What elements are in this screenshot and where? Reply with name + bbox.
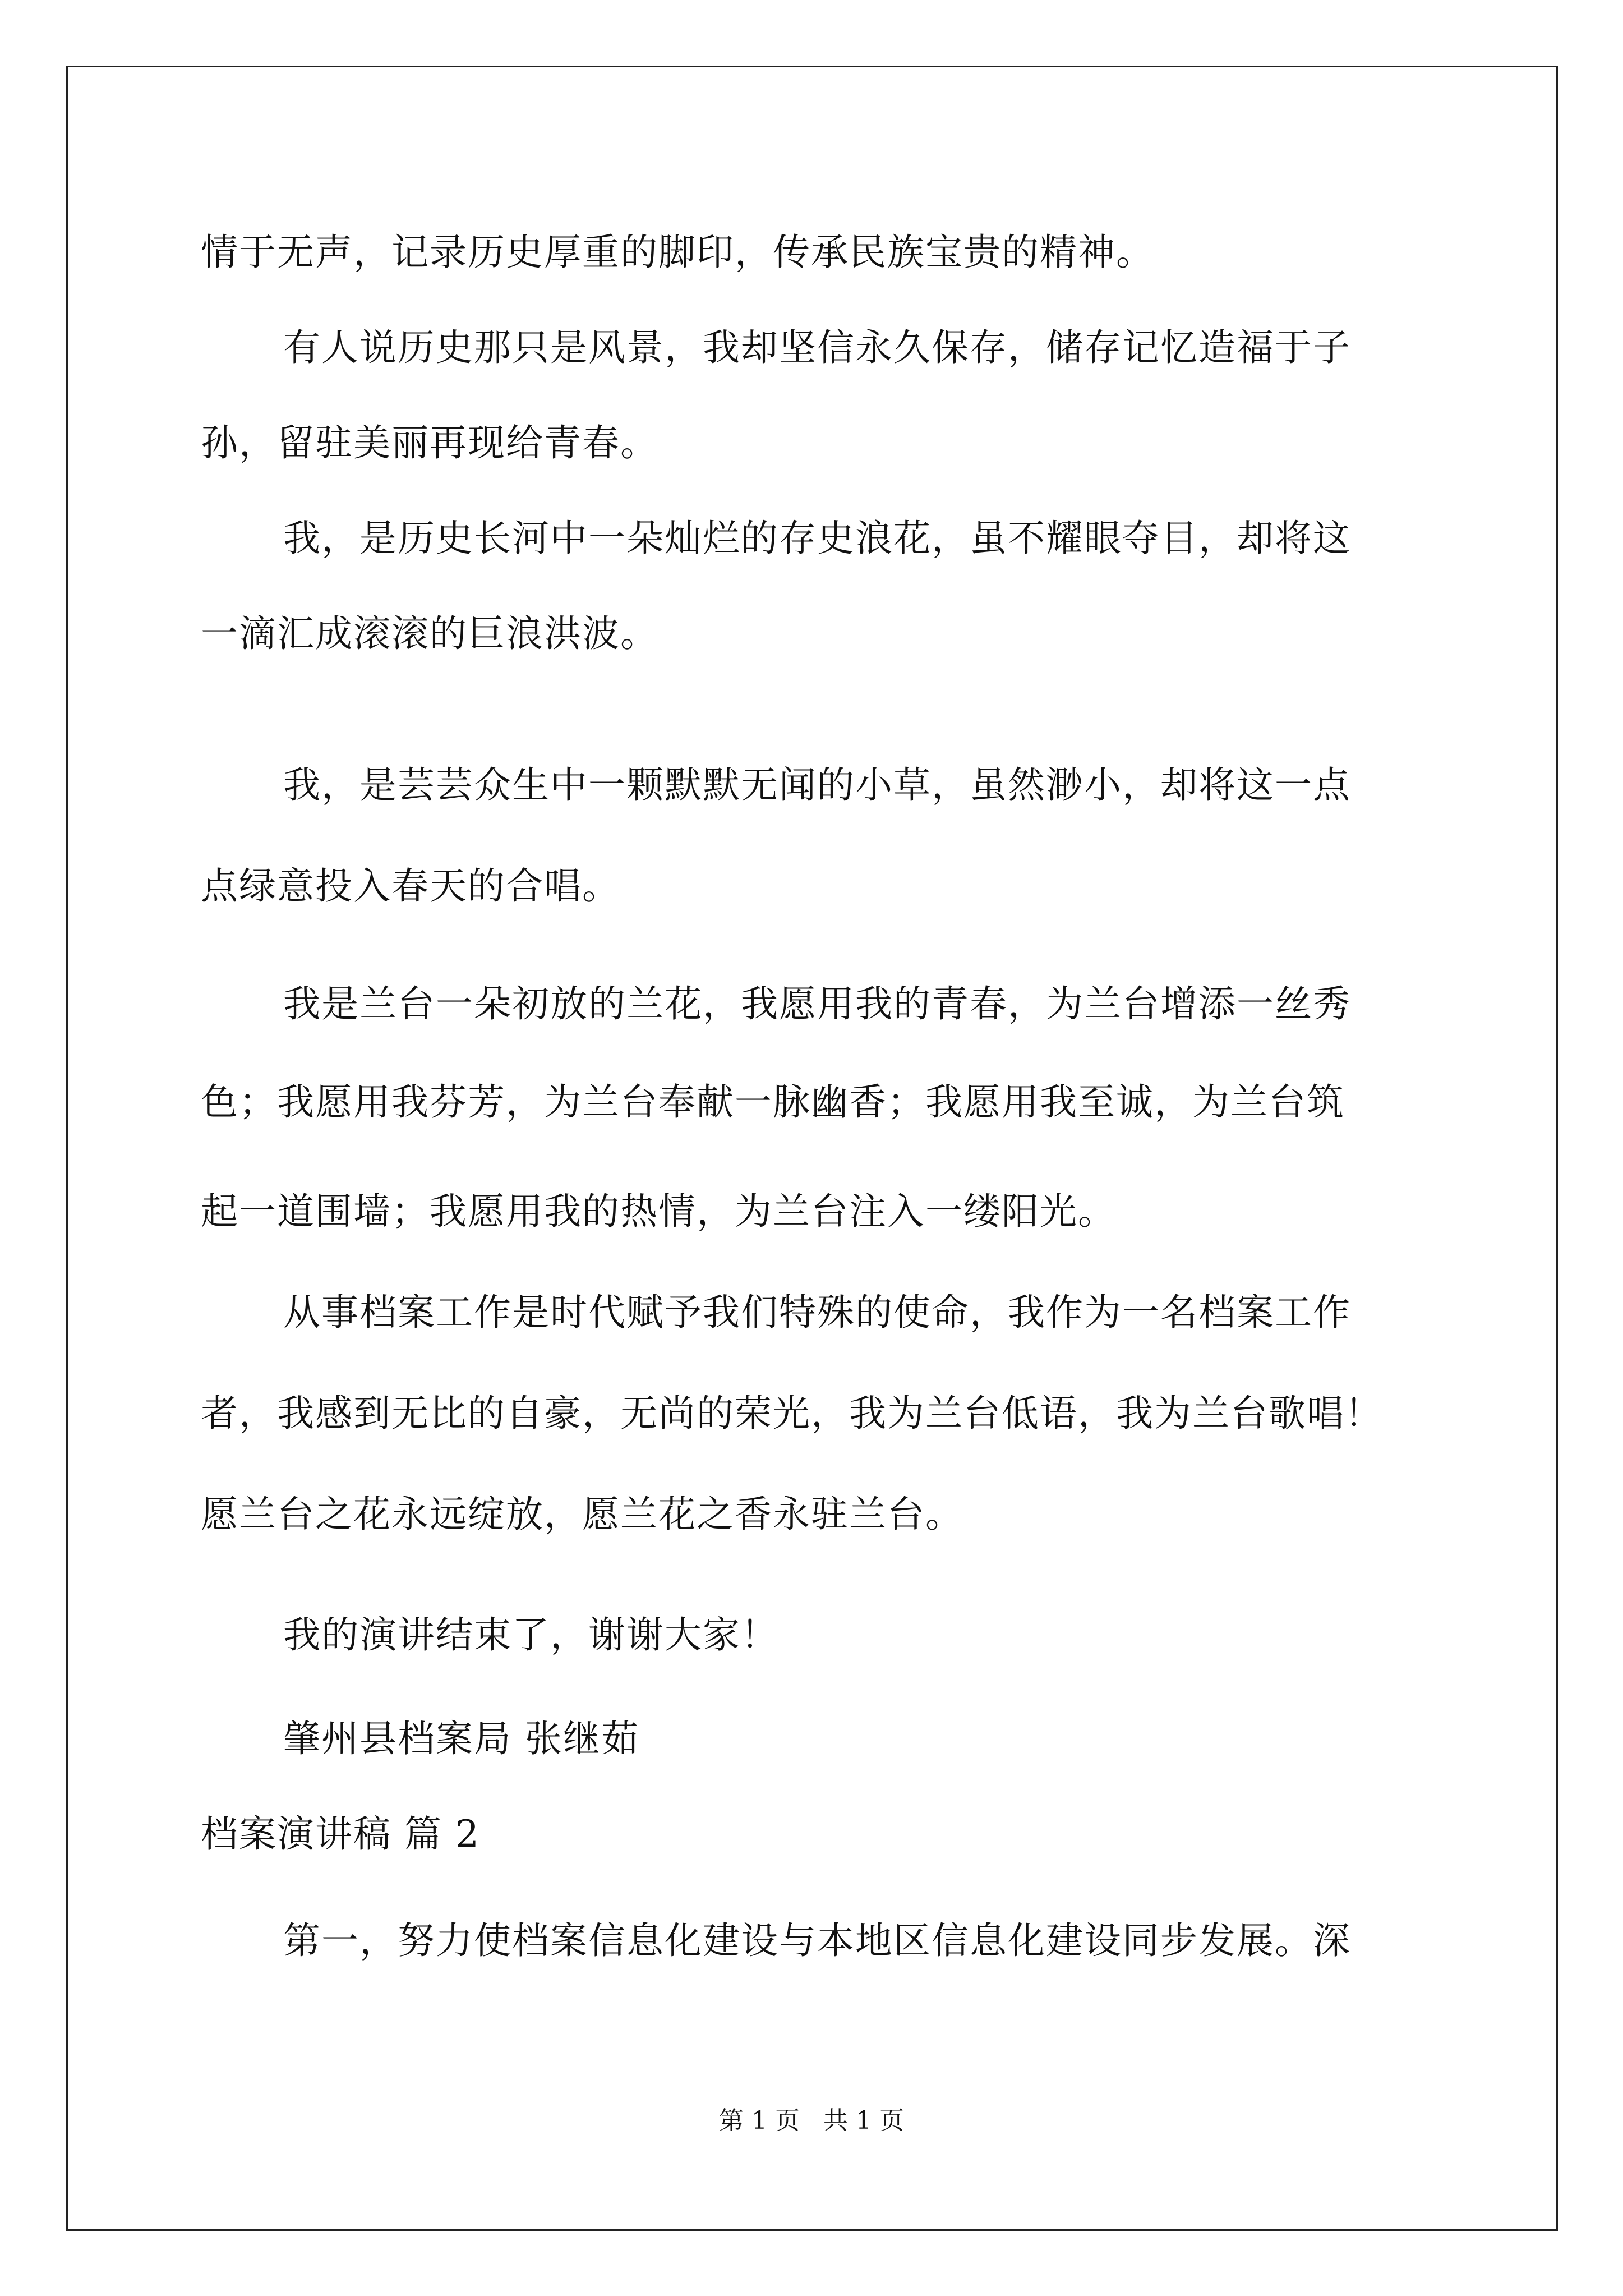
text-line-14: 我的演讲结束了，谢谢大家！: [283, 1613, 779, 1657]
section-heading: 档案演讲稿 篇 2: [201, 1812, 480, 1856]
text-line-10: 起一道围墙；我愿用我的热情，为兰台注入一缕阳光。: [201, 1190, 1116, 1233]
text-line-3: 孙，留驻美丽再现给青春。: [201, 421, 658, 464]
text-line-1: 情于无声，记录历史厚重的脚印，传承民族宝贵的精神。: [201, 231, 1154, 274]
text-line-17: 第一，努力使档案信息化建设与本地区信息化建设同步发展。深: [283, 1919, 1351, 1962]
page-border: [66, 66, 1558, 2231]
text-line-7: 点绿意投入春天的合唱。: [201, 864, 620, 908]
text-line-11: 从事档案工作是时代赋予我们特殊的使命，我作为一名档案工作: [283, 1291, 1351, 1334]
author-line: 肇州县档案局 张继茹: [283, 1717, 639, 1760]
text-line-13: 愿兰台之花永远绽放，愿兰花之香永驻兰台。: [201, 1493, 963, 1536]
text-line-4: 我，是历史长河中一朵灿烂的存史浪花，虽不耀眼夺目，却将这: [283, 517, 1351, 560]
text-line-2: 有人说历史那只是风景，我却坚信永久保存，储存记忆造福于子: [283, 326, 1351, 369]
text-line-5: 一滴汇成滚滚的巨浪洪波。: [201, 612, 658, 655]
text-line-9: 色；我愿用我芬芳，为兰台奉献一脉幽香；我愿用我至诚，为兰台筑: [201, 1080, 1345, 1124]
text-line-8: 我是兰台一朵初放的兰花，我愿用我的青春，为兰台增添一丝秀: [283, 982, 1351, 1025]
page-footer: 第 1 页 共 1 页: [719, 2106, 904, 2135]
text-line-12: 者，我感到无比的自豪，无尚的荣光，我为兰台低语，我为兰台歌唱！: [201, 1392, 1383, 1435]
text-line-6: 我，是芸芸众生中一颗默默无闻的小草，虽然渺小，却将这一点: [283, 763, 1351, 807]
